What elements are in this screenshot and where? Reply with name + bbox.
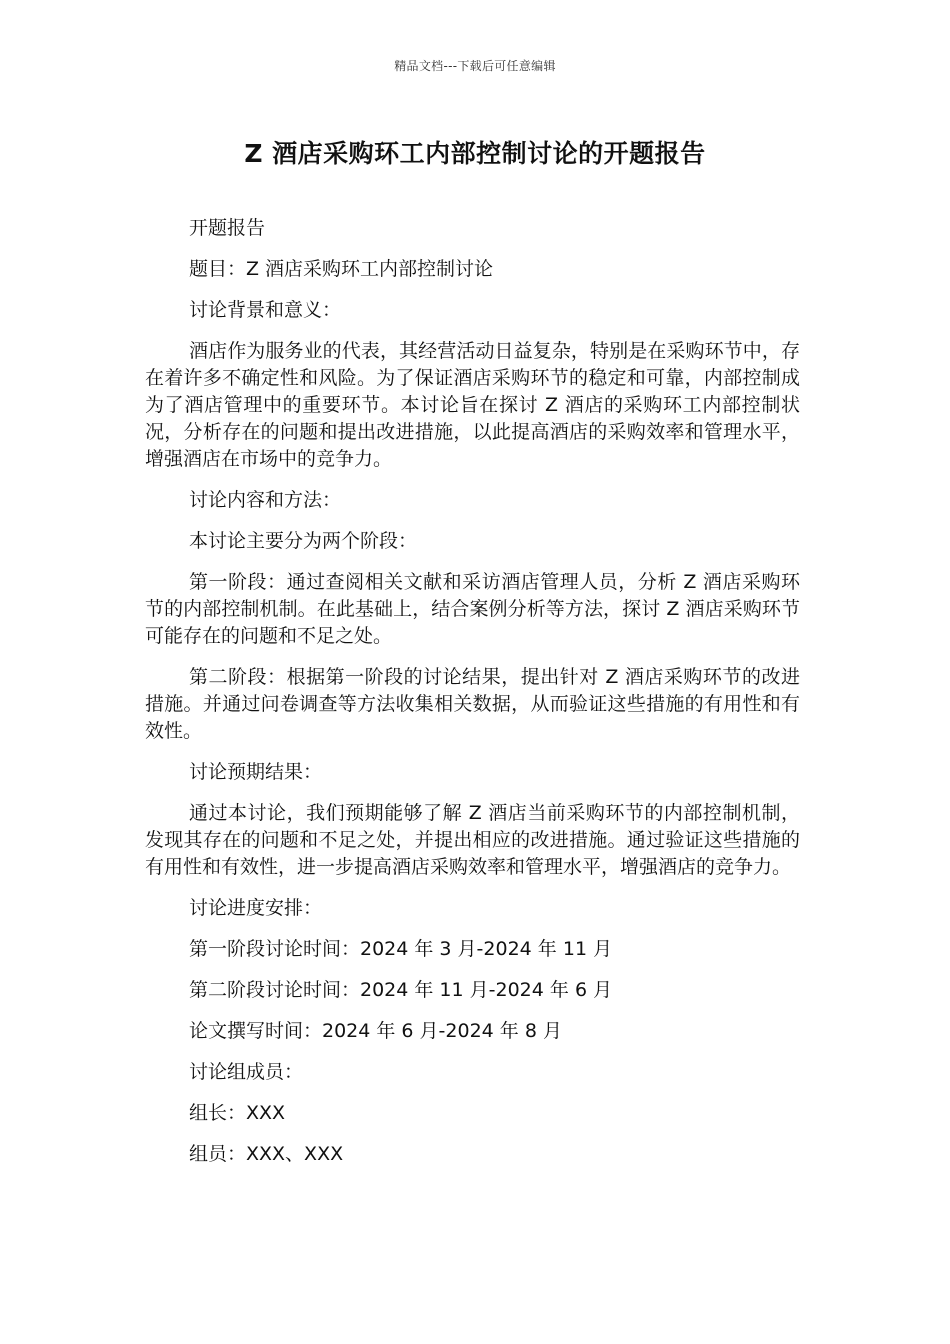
member-leader: 组长：XXX — [189, 1102, 286, 1124]
schedule-writing: 论文撰写时间：2024 年 6 月-2024 年 8 月 — [189, 1020, 562, 1042]
header-note: 精品文档---下载后可任意编辑 — [394, 59, 556, 73]
member-list: 组员：XXX、XXX — [189, 1143, 344, 1165]
topic-line: 题目：Z 酒店采购环工内部控制讨论 — [189, 258, 494, 280]
document-title: Z 酒店采购环工内部控制讨论的开题报告 — [244, 139, 706, 168]
schedule-stage-one: 第一阶段讨论时间：2024 年 3 月-2024 年 11 月 — [189, 938, 613, 960]
paragraph-stage-one: 第一阶段：通过查阅相关文献和采访酒店管理人员，分析 Z 酒店采购环节的内部控制机制。在此基础上，结合案例分析等方法，探讨 Z 酒店采购环节可能存在的问题和不足之处。 — [145, 571, 800, 647]
section-label-report: 开题报告 — [189, 217, 266, 239]
paragraph-stage-two: 第二阶段：根据第一阶段的讨论结果，提出针对 Z 酒店采购环节的改进措施。并通过问卷调查等方法收集相关数据，从而验证这些措施的有用性和有效性。 — [145, 666, 800, 742]
heading-background: 讨论背景和意义： — [189, 299, 342, 321]
heading-members: 讨论组成员： — [189, 1061, 304, 1083]
heading-expected-results: 讨论预期结果： — [189, 761, 323, 783]
paragraph-stages-intro: 本讨论主要分为两个阶段： — [189, 530, 418, 552]
document-body — [145, 215, 800, 1182]
paragraph-background: 酒店作为服务业的代表，其经营活动日益复杂，特别是在采购环节中，存在着许多不确定性和风险。为了保证酒店采购环节的稳定和可靠，内部控制成为了酒店管理中的重要环节。本讨论旨在探讨 Z 酒店的采购环工内部控制状况，分析存在的问题和提出改进措施，以此提高酒店的采购效率和管理水平，增强酒店在市场中的竞争力。 — [145, 340, 800, 470]
schedule-stage-two: 第二阶段讨论时间：2024 年 11 月-2024 年 6 月 — [189, 979, 613, 1001]
heading-schedule: 讨论进度安排： — [189, 897, 323, 919]
heading-content-method: 讨论内容和方法： — [189, 489, 342, 511]
paragraph-expected-results: 通过本讨论，我们预期能够了解 Z 酒店当前采购环节的内部控制机制，发现其存在的问题和不足之处，并提出相应的改进措施。通过验证这些措施的有用性和有效性，进一步提高酒店采购效率和管理水平，增强酒店的竞争力。 — [145, 802, 800, 878]
